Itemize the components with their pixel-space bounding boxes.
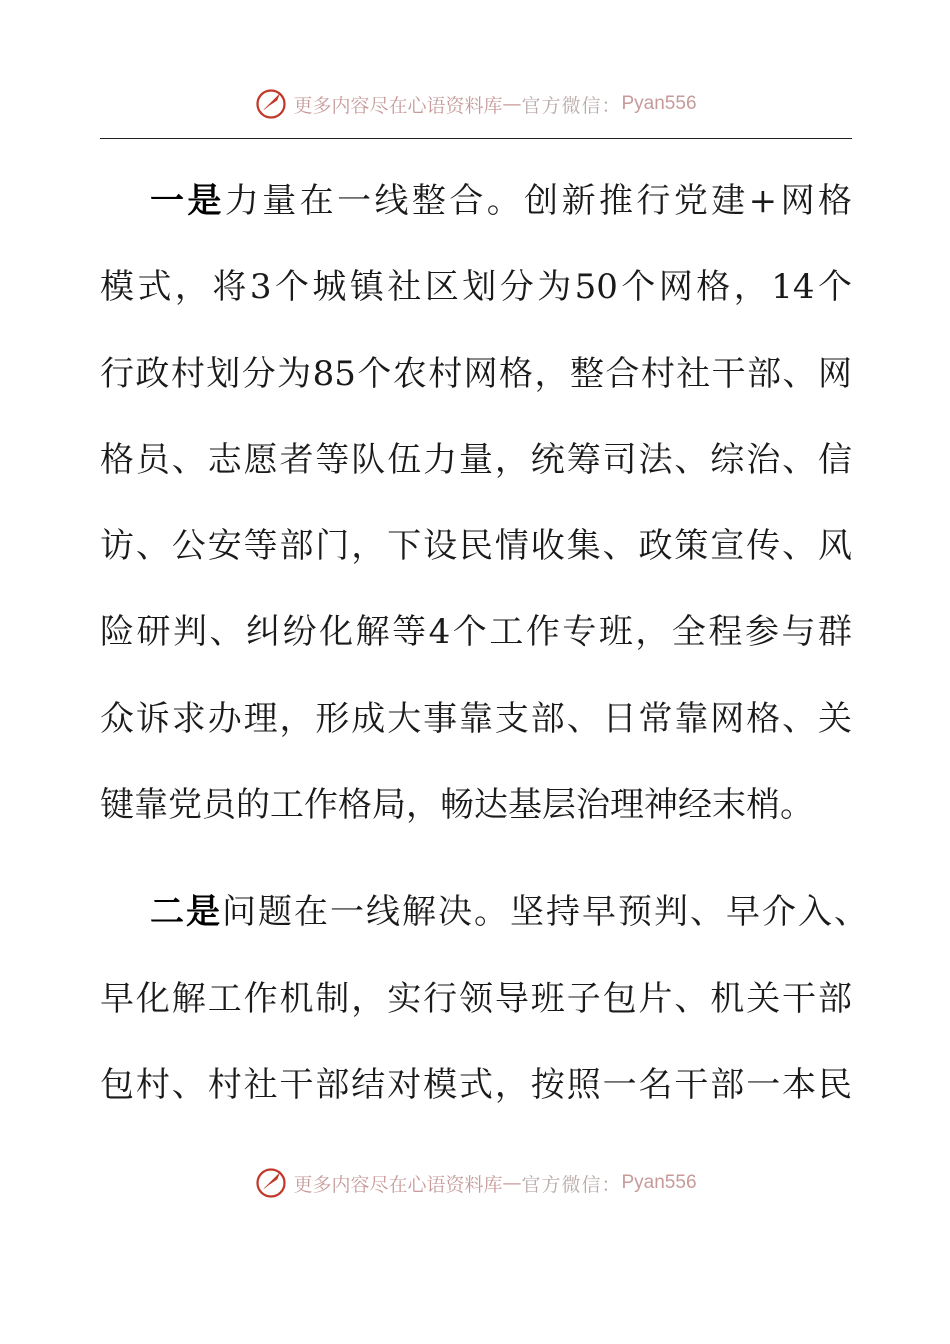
header-divider [100, 138, 852, 139]
paragraph-line: 早化解工作机制，实行领导班子包片、机关干部 [100, 978, 852, 1019]
paragraph-line: 一是力量在一线整合。创新推行党建+网格 [150, 181, 852, 221]
paragraph-2 [100, 869, 870, 1128]
paragraph-line: 格员、志愿者等队伍力量，统筹司法、综治、信 [100, 439, 852, 480]
document-body [100, 158, 870, 1128]
page-footer-watermark [0, 1163, 950, 1203]
footer-wechat-label: 官方微信： [521, 1173, 622, 1196]
quill-logo-icon [253, 1165, 289, 1201]
footer-site-name: 更多内容尽在心语资料库 [293, 1173, 503, 1196]
header-dash: — [502, 93, 522, 115]
footer-dash: — [502, 1172, 522, 1194]
paragraph-lead: 二是 [150, 892, 222, 933]
footer-wechat-id: Pyan556 [621, 1172, 697, 1193]
paragraph-line: 众诉求办理，形成大事靠支部、日常靠网格、关 [100, 698, 852, 739]
paragraph-line: 键靠党员的工作格局，畅达基层治理神经末梢。 [100, 785, 814, 826]
paragraph-lead: 一是 [150, 181, 225, 221]
paragraph-line: 险研判、纠纷化解等4个工作专班，全程参与群 [100, 612, 852, 653]
paragraph-line: 模式，将3个城镇社区划分为50个网格，14个 [100, 267, 852, 308]
header-site-name: 更多内容尽在心语资料库 [293, 94, 503, 117]
paragraph-line: 包村、村社干部结对模式，按照一名干部一本民 [100, 1064, 852, 1105]
paragraph-line: 行政村划分为85个农村网格，整合村社干部、网 [100, 353, 852, 394]
page-header-watermark [0, 84, 950, 124]
quill-logo-icon [253, 86, 289, 122]
header-wechat-label: 官方微信： [521, 94, 622, 117]
paragraph-line: 二是问题在一线解决。坚持早预判、早介入、 [150, 892, 870, 933]
paragraph-line: 访、公安等部门，下设民情收集、政策宣传、风 [100, 526, 852, 567]
paragraph-1 [100, 158, 852, 848]
header-wechat-id: Pyan556 [621, 93, 697, 114]
